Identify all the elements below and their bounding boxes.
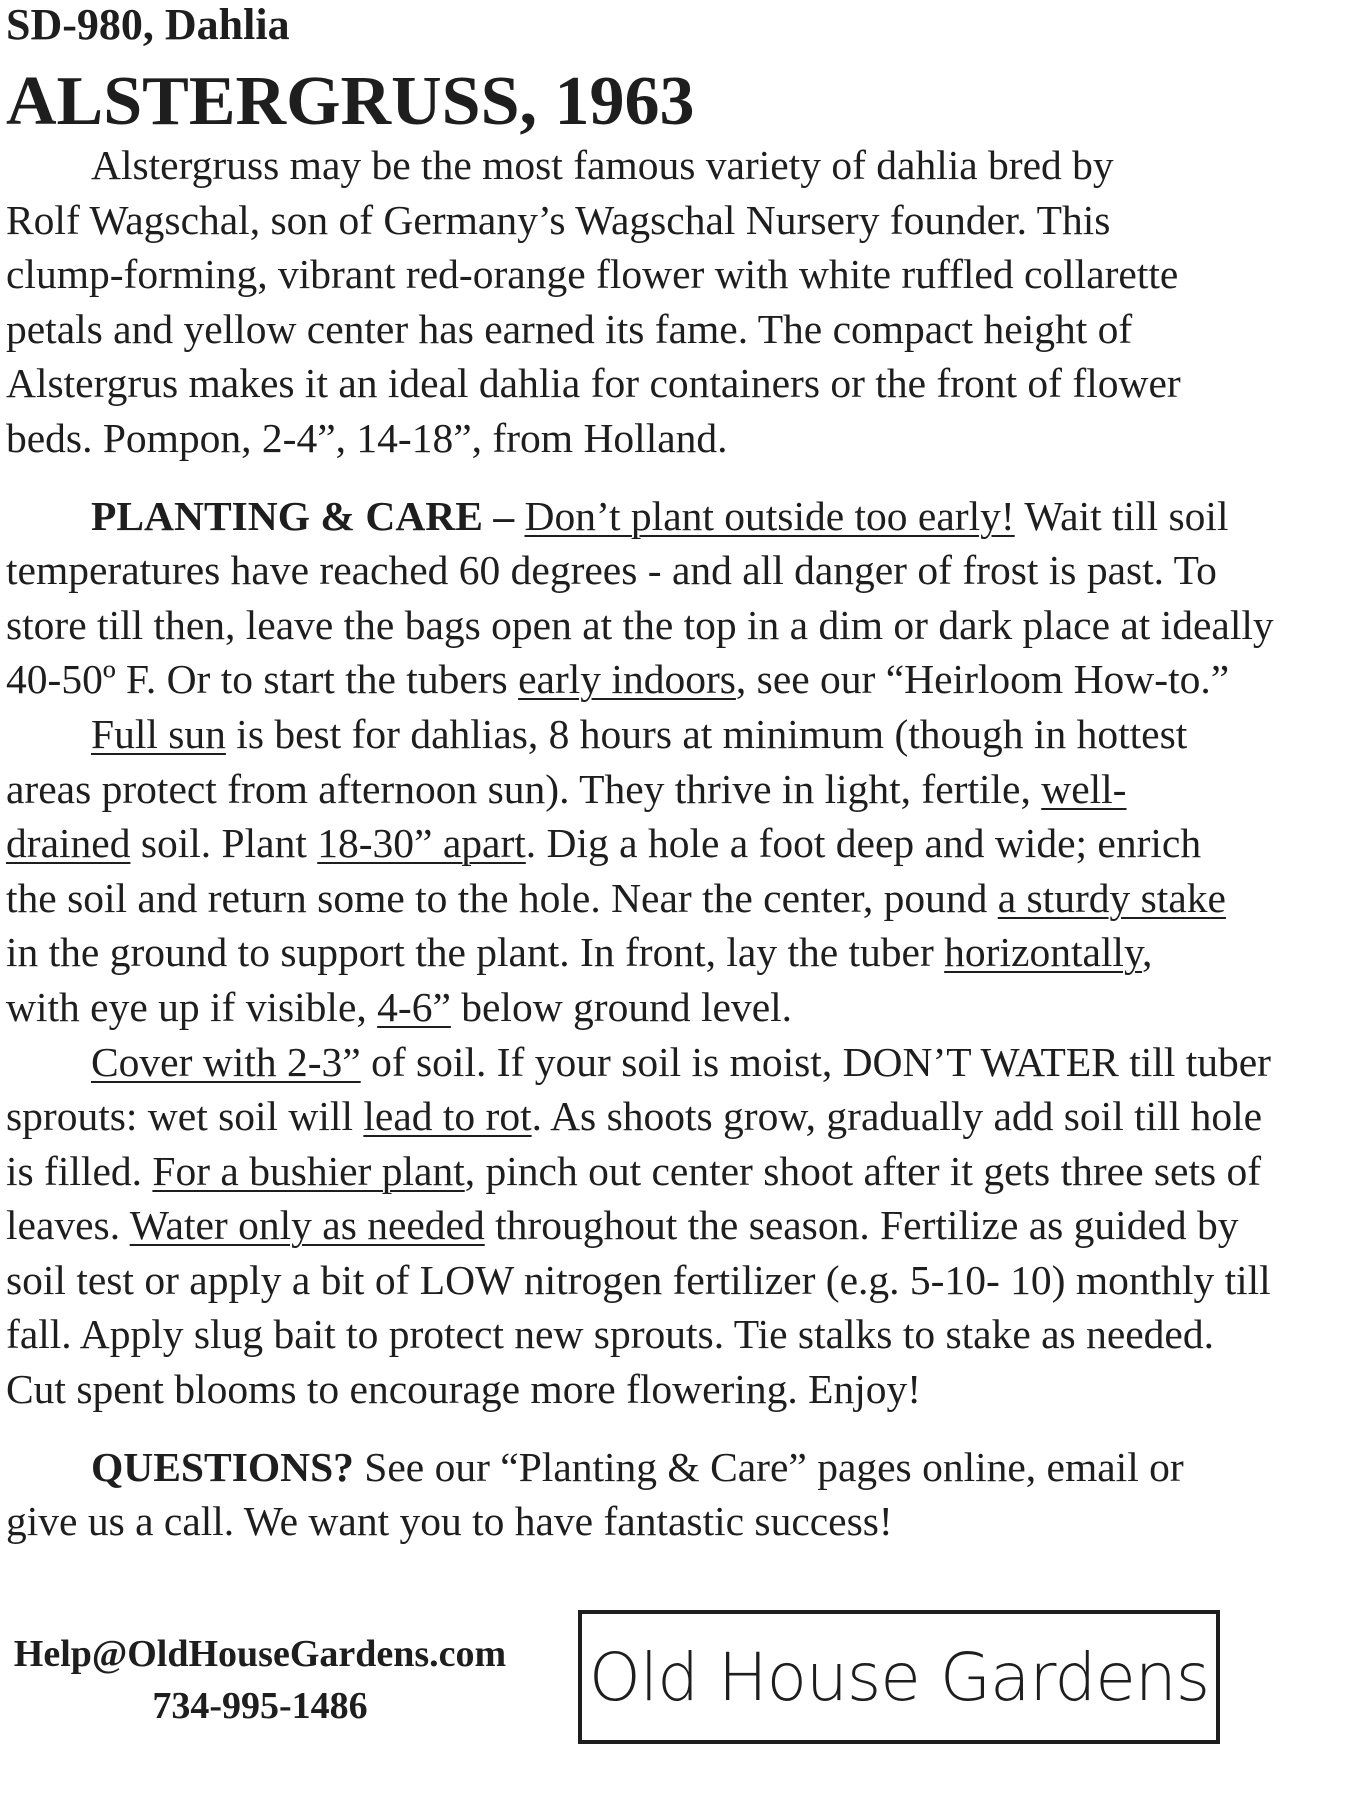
description-line: clump-forming, vibrant red-orange flower with white ruffled collarette — [6, 251, 1179, 298]
planting-heading: PLANTING & CARE – — [91, 492, 515, 539]
contact-block — [4, 1628, 516, 1732]
paragraph-spacer — [6, 466, 1276, 489]
planting-line: sprouts: wet soil will lead to rot. As shoots grow, gradually add soil till hole — [6, 1093, 1263, 1140]
planting-line: Cover with 2-3” of soil. If your soil is moist, DON’T WATER till tuber — [91, 1038, 1271, 1085]
questions-line: QUESTIONS? See our “Planting & Care” pages online, email or — [91, 1443, 1184, 1490]
page-title: ALSTERGRUSS, 1963 — [6, 63, 695, 140]
paragraph-spacer — [6, 1417, 1276, 1440]
body-text — [6, 138, 1276, 1549]
planting-line: in the ground to support the plant. In front, lay the tuber horizontally, — [6, 929, 1153, 976]
planting-line: 40-50º F. Or to start the tubers early indoors, see our “Heirloom How-to.” — [6, 656, 1230, 703]
product-code-line: SD-980, Dahlia — [6, 0, 290, 49]
planting-line: temperatures have reached 60 degrees - and all danger of frost is past. To — [6, 547, 1217, 594]
planting-line: Cut spent blooms to encourage more flowering. Enjoy! — [6, 1366, 922, 1413]
planting-line: Full sun is best for dahlias, 8 hours at minimum (though in hottest — [91, 710, 1188, 757]
description-line: petals and yellow center has earned its fame. The compact height of — [6, 305, 1133, 352]
planting-line: store till then, leave the bags open at the top in a dim or dark place at ideally — [6, 601, 1274, 648]
description-line: Alstergruss may be the most famous variety of dahlia bred by — [91, 142, 1114, 188]
questions-heading: QUESTIONS? — [91, 1443, 354, 1490]
planting-line: areas protect from afternoon sun). They thrive in light, fertile, well- — [6, 765, 1127, 812]
planting-line: is filled. For a bushier plant, pinch out center shoot after it gets three sets of — [6, 1147, 1262, 1194]
description-line: beds. Pompon, 2-4”, 14-18”, from Holland. — [6, 414, 728, 461]
planting-line: soil test or apply a bit of LOW nitrogen fertilizer (e.g. 5-10- 10) monthly till — [6, 1256, 1271, 1303]
planting-line: with eye up if visible, 4-6” below ground level. — [6, 983, 793, 1030]
planting-line: PLANTING & CARE – Don’t plant outside too early! Wait till soil — [91, 492, 1229, 539]
brand-logo — [578, 1610, 1220, 1744]
phone-number: 734-995-1486 — [152, 1685, 368, 1727]
logo-text: Old House Gardens — [588, 1639, 1210, 1716]
questions-line: give us a call. We want you to have fantastic success! — [6, 1498, 893, 1545]
planting-line: drained soil. Plant 18-30” apart. Dig a hole a foot deep and wide; enrich — [6, 820, 1202, 867]
description-line: Alstergrus makes it an ideal dahlia for containers or the front of flower — [6, 360, 1181, 407]
planting-line: the soil and return some to the hole. Near the center, pound a sturdy stake — [6, 874, 1226, 921]
email-address[interactable]: Help@OldHouseGardens.com — [13, 1633, 507, 1675]
planting-line: fall. Apply slug bait to protect new sprouts. Tie stalks to stake as needed. — [6, 1311, 1214, 1358]
planting-line: leaves. Water only as needed throughout the season. Fertilize as guided by — [6, 1202, 1239, 1249]
description-line: Rolf Wagschal, son of Germany’s Wagschal Nursery founder. This — [6, 196, 1111, 243]
logo-wordmark — [582, 1614, 1216, 1740]
